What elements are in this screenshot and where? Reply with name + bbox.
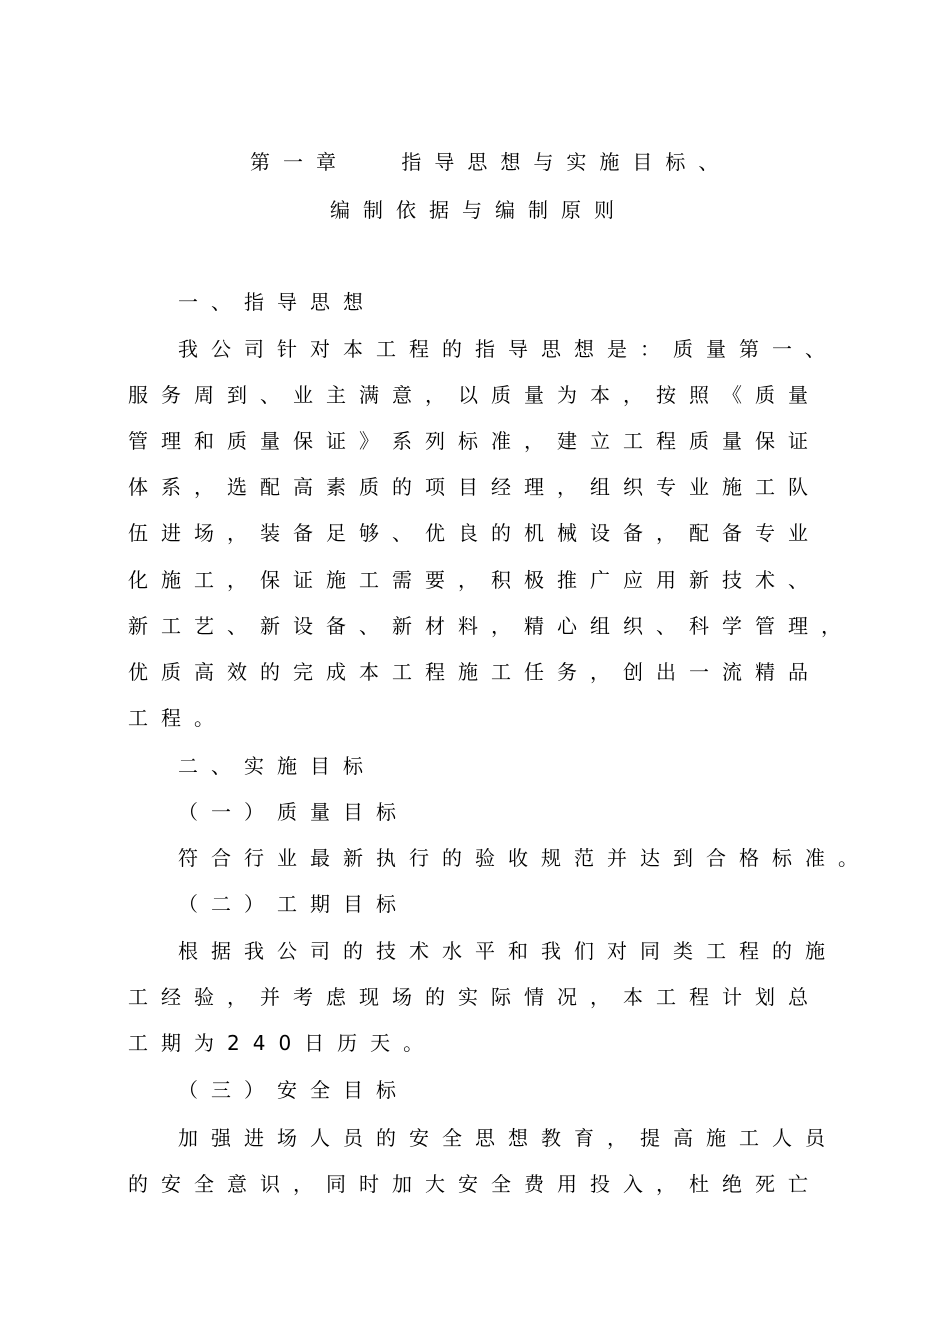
chapter-title-line-2: 编制依据与编制原则 (330, 198, 627, 222)
paragraph-line: 我公司针对本工程的指导思想是：质量第一、 (178, 337, 838, 361)
paragraph-line: 优质高效的完成本工程施工任务，创出一流精品 (128, 660, 821, 684)
paragraph-line: 服务周到、业主满意，以质量为本，按照《质量 (128, 383, 821, 407)
paragraph-line: 加强进场人员的安全思想教育，提高施工人员 (178, 1126, 838, 1150)
paragraph-line: 化施工，保证施工需要，积极推广应用新技术、 (128, 568, 821, 592)
paragraph-line: 工经验，并考虑现场的实际情况，本工程计划总 (128, 985, 821, 1009)
paragraph-line: 的安全意识，同时加大安全费用投入，杜绝死亡 (128, 1172, 821, 1196)
section-heading-implementation-goals: 二、实施目标 (178, 754, 376, 778)
subsection-heading-quality: （一）质量目标 (178, 800, 409, 824)
paragraph-line: 工期为240日历天。 (128, 1031, 437, 1055)
chapter-title-line-1: 第一章 指导思想与实施目标、 (250, 150, 732, 174)
subsection-heading-safety: （三）安全目标 (178, 1078, 409, 1102)
paragraph-line: 伍进场，装备足够、优良的机械设备，配备专业 (128, 521, 821, 545)
paragraph-line: 工程。 (128, 706, 227, 730)
paragraph-line: 符合行业最新执行的验收规范并达到合格标准。 (178, 846, 871, 870)
section-heading-guiding-thought: 一、指导思想 (178, 290, 376, 314)
paragraph-line: 新工艺、新设备、新材料，精心组织、科学管理， (128, 614, 854, 638)
subsection-heading-schedule: （二）工期目标 (178, 892, 409, 916)
paragraph-line: 根据我公司的技术水平和我们对同类工程的施 (178, 939, 838, 963)
paragraph-line: 管理和质量保证》系列标准，建立工程质量保证 (128, 429, 821, 453)
paragraph-line: 体系，选配高素质的项目经理，组织专业施工队 (128, 475, 821, 499)
